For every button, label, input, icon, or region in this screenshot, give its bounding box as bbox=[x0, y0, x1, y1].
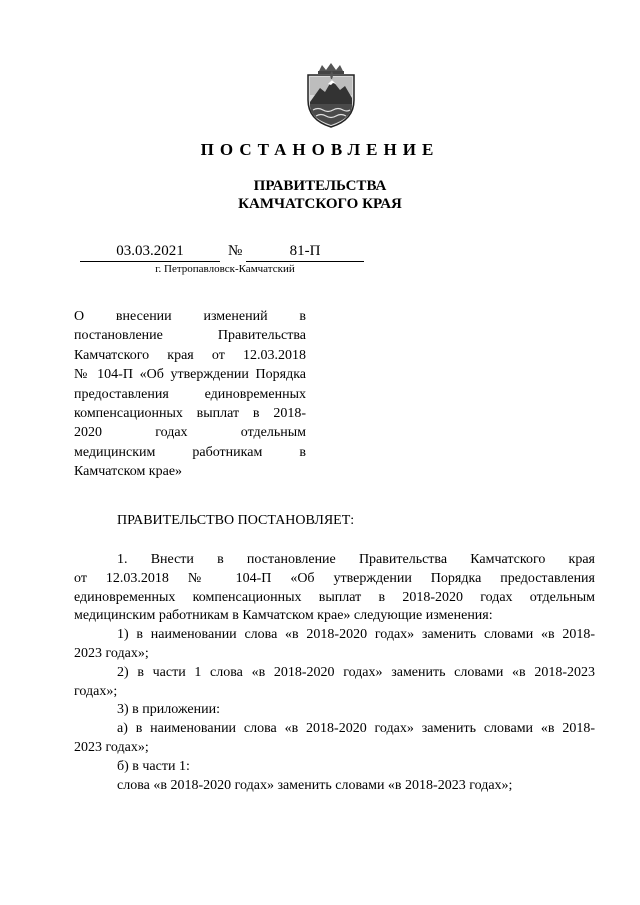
document-subject bbox=[74, 307, 306, 482]
document-date: 03.03.2021 bbox=[80, 243, 220, 262]
body-line: годах»; bbox=[74, 683, 118, 699]
subject-line: Камчатском крае» bbox=[74, 464, 183, 480]
body-line: 3) в приложении: bbox=[117, 702, 220, 718]
body-line: а) в наименовании слова «в 2018-2020 годах» заменить словами «в 2018- bbox=[117, 721, 595, 737]
org-name-line2: КАМЧАТСКОГО КРАЯ bbox=[238, 196, 402, 212]
subject-line: 2020 годах отдельным bbox=[74, 425, 306, 441]
subject-line: Камчатского края от 12.03.2018 bbox=[74, 347, 306, 363]
coat-of-arms-icon bbox=[302, 62, 360, 128]
body-line: слова «в 2018-2020 годах» заменить словами «в 2018-2023 годах»; bbox=[117, 777, 513, 793]
body-line: единовременных компенсационных выплат в 2018-2020 годах отдельным bbox=[74, 589, 595, 605]
body-line: от 12.03.2018 № 104-П «Об утверждении Порядка предоставления bbox=[74, 570, 595, 586]
body-line: 1) в наименовании слова «в 2018-2020 годах» заменить словами «в 2018- bbox=[117, 627, 595, 643]
body-line: 1. Внести в постановление Правительства Камчатского края bbox=[117, 552, 595, 567]
subject-line: О внесении изменений в bbox=[74, 309, 306, 324]
body-line: 2) в части 1 слова «в 2018-2020 годах» заменить словами «в 2018-2023 bbox=[117, 664, 595, 680]
subject-line: постановление Правительства bbox=[74, 328, 306, 344]
document-number: 81-П bbox=[246, 243, 364, 262]
body-line: б) в части 1: bbox=[117, 758, 190, 774]
body-line: 2023 годах»; bbox=[74, 645, 149, 661]
body-line: медицинским работникам в Камчатском крае» следующие изменения: bbox=[74, 608, 493, 624]
subject-line: медицинским работникам в bbox=[74, 444, 306, 460]
document-city: г. Петропавловск-Камчатский bbox=[155, 263, 295, 275]
document-body bbox=[74, 551, 595, 795]
subject-line: компенсационных выплат в 2018- bbox=[74, 405, 306, 421]
body-line: 2023 годах»; bbox=[74, 739, 149, 755]
org-name-line1: ПРАВИТЕЛЬСТВА bbox=[253, 178, 387, 194]
decree-heading: ПРАВИТЕЛЬСТВО ПОСТАНОВЛЯЕТ: bbox=[117, 513, 355, 528]
subject-line: предоставления единовременных bbox=[74, 386, 306, 402]
number-sign: № bbox=[228, 243, 243, 259]
subject-line: № 104-П «Об утверждении Порядка bbox=[74, 367, 306, 383]
document-title: ПОСТАНОВЛЕНИЕ bbox=[200, 140, 440, 159]
